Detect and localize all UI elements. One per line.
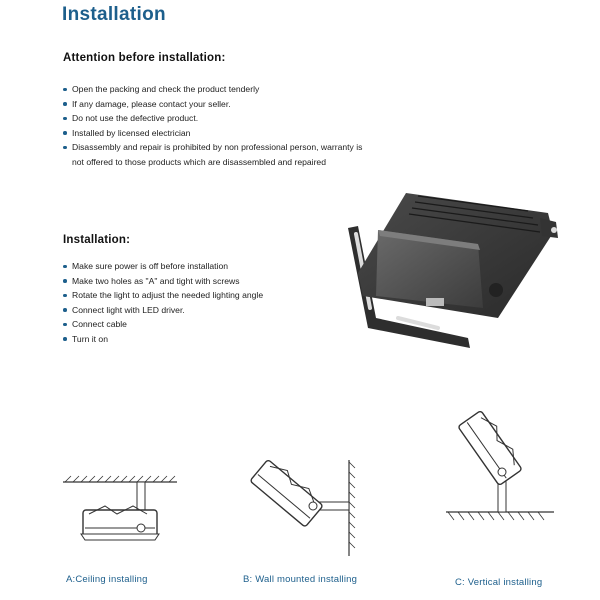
installation-heading: Installation: bbox=[63, 234, 131, 246]
list-item: Disassembly and repair is prohibited by non professional person, warranty is bbox=[63, 140, 362, 155]
caption-wall: B: Wall mounted installing bbox=[243, 574, 358, 585]
attention-heading: Attention before installation: bbox=[63, 52, 226, 64]
attention-list bbox=[63, 82, 362, 169]
flood-light-product-image bbox=[318, 178, 568, 348]
list-item: Make sure power is off before installation bbox=[63, 259, 263, 274]
list-item: Make two holes as "A" and tight with screws bbox=[63, 274, 263, 289]
list-item: Open the packing and check the product tenderly bbox=[63, 82, 362, 97]
list-item: Connect cable bbox=[63, 317, 263, 332]
list-item: Connect light with LED driver. bbox=[63, 303, 263, 318]
caption-ceiling: A:Ceiling installing bbox=[66, 574, 148, 585]
list-item: not offered to those products which are disassembled and repaired bbox=[72, 156, 326, 167]
ceiling-install-diagram bbox=[55, 470, 185, 560]
installation-list bbox=[63, 259, 263, 346]
wall-install-diagram bbox=[245, 452, 365, 562]
list-item: Installed by licensed electrician bbox=[63, 126, 362, 141]
caption-vertical: C: Vertical installing bbox=[455, 577, 543, 588]
list-item: Turn it on bbox=[63, 332, 263, 347]
list-item: If any damage, please contact your seller. bbox=[63, 97, 362, 112]
list-item: Rotate the light to adjust the needed lighting angle bbox=[63, 288, 263, 303]
page-title: Installation bbox=[62, 4, 166, 25]
list-item: Do not use the defective product. bbox=[63, 111, 362, 126]
vertical-install-diagram bbox=[440, 408, 560, 528]
